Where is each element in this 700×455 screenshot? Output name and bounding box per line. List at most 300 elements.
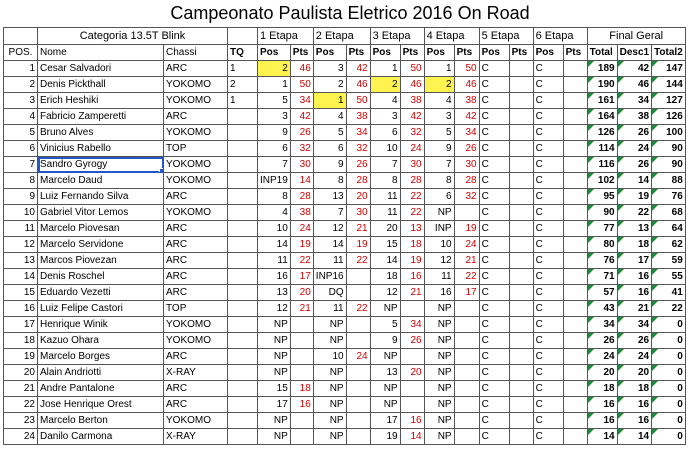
cell-pos[interactable]: 11	[4, 221, 38, 237]
cell-nome[interactable]: Bruno Alves	[38, 125, 164, 141]
cell-etapa1-pos[interactable]: 7	[258, 157, 291, 173]
cell-pos[interactable]: 17	[4, 317, 38, 333]
cell-total[interactable]: 14	[587, 429, 617, 445]
cell-nome[interactable]: Marcelo Berton	[38, 413, 164, 429]
cell-pos[interactable]: 22	[4, 397, 38, 413]
cell-etapa3-pts[interactable]: 30	[400, 157, 424, 173]
col-header-total[interactable]: Total	[587, 45, 617, 61]
cell-etapa5-pts[interactable]	[509, 397, 533, 413]
cell-tq[interactable]	[228, 285, 258, 301]
cell-nome[interactable]: Henrique Winik	[38, 317, 164, 333]
cell-etapa5-pos[interactable]: C	[479, 365, 509, 381]
cell-etapa2-pos[interactable]: NP	[313, 317, 346, 333]
cell-chassi[interactable]: ARC	[164, 189, 228, 205]
cell-etapa5-pts[interactable]	[509, 237, 533, 253]
cell-etapa6-pos[interactable]: C	[533, 253, 563, 269]
cell-etapa5-pts[interactable]	[509, 93, 533, 109]
cell-desc1[interactable]: 34	[617, 93, 651, 109]
cell-etapa1-pts[interactable]: 19	[290, 237, 313, 253]
cell-etapa3-pts[interactable]: 16	[400, 413, 424, 429]
cell-etapa1-pts[interactable]: 46	[290, 61, 313, 77]
cell-etapa6-pts[interactable]	[563, 141, 587, 157]
cell-etapa3-pos[interactable]: 5	[370, 317, 400, 333]
cell-chassi[interactable]: ARC	[164, 253, 228, 269]
cell-etapa6-pts[interactable]	[563, 157, 587, 173]
cell-etapa6-pos[interactable]: C	[533, 365, 563, 381]
cell-etapa3-pts[interactable]: 42	[400, 109, 424, 125]
cell-desc1[interactable]: 16	[617, 285, 651, 301]
cell-total[interactable]: 90	[587, 205, 617, 221]
cell-etapa4-pos[interactable]: NP	[424, 317, 454, 333]
cell-etapa3-pos[interactable]: 2	[370, 77, 400, 93]
cell-etapa5-pts[interactable]	[509, 157, 533, 173]
cell-etapa4-pts[interactable]	[454, 205, 479, 221]
header-etapa-3[interactable]: 3 Etapa	[370, 28, 424, 45]
cell-chassi[interactable]: YOKOMO	[164, 77, 228, 93]
cell-nome[interactable]: Fabricio Zamperetti	[38, 109, 164, 125]
cell-etapa1-pts[interactable]	[290, 317, 313, 333]
cell-etapa5-pos[interactable]: C	[479, 173, 509, 189]
cell-etapa4-pts[interactable]	[454, 349, 479, 365]
cell-etapa1-pts[interactable]: 26	[290, 125, 313, 141]
cell-etapa4-pos[interactable]: 2	[424, 77, 454, 93]
cell-etapa4-pts[interactable]	[454, 429, 479, 445]
cell-etapa3-pos[interactable]: 17	[370, 413, 400, 429]
col-header-e6-pts[interactable]: Pts	[563, 45, 587, 61]
cell-chassi[interactable]: ARC	[164, 285, 228, 301]
col-header-e1-pts[interactable]: Pts	[290, 45, 313, 61]
cell-etapa6-pts[interactable]	[563, 61, 587, 77]
cell-nome[interactable]: Vinicius Rabello	[38, 141, 164, 157]
cell-nome[interactable]: Luiz Felipe Castori	[38, 301, 164, 317]
cell-etapa6-pts[interactable]	[563, 173, 587, 189]
cell-pos[interactable]: 1	[4, 61, 38, 77]
cell-etapa1-pos[interactable]: NP	[258, 317, 291, 333]
cell-etapa2-pts[interactable]: 19	[346, 237, 370, 253]
cell-desc1[interactable]: 26	[617, 333, 651, 349]
cell-etapa2-pts[interactable]: 34	[346, 125, 370, 141]
cell-etapa2-pos[interactable]: 6	[313, 141, 346, 157]
cell-nome[interactable]: Alain Andriotti	[38, 365, 164, 381]
cell-pos[interactable]: 16	[4, 301, 38, 317]
cell-etapa2-pts[interactable]	[346, 285, 370, 301]
cell-total2[interactable]: 0	[652, 365, 686, 381]
cell-etapa1-pts[interactable]	[290, 429, 313, 445]
cell-etapa2-pos[interactable]: 4	[313, 109, 346, 125]
cell-etapa5-pos[interactable]: C	[479, 429, 509, 445]
cell-etapa5-pts[interactable]	[509, 189, 533, 205]
cell-desc1[interactable]: 26	[617, 125, 651, 141]
cell-etapa3-pts[interactable]: 32	[400, 125, 424, 141]
cell-total[interactable]: 95	[587, 189, 617, 205]
cell-etapa2-pts[interactable]	[346, 333, 370, 349]
cell-etapa4-pos[interactable]: 9	[424, 141, 454, 157]
col-header-e1-pos[interactable]: Pos	[258, 45, 291, 61]
cell-etapa2-pts[interactable]: 32	[346, 141, 370, 157]
cell-etapa4-pts[interactable]	[454, 301, 479, 317]
cell-etapa6-pts[interactable]	[563, 317, 587, 333]
cell-nome[interactable]: Jose Henrique Orest	[38, 397, 164, 413]
cell-total2[interactable]: 68	[652, 205, 686, 221]
cell-total2[interactable]: 90	[652, 141, 686, 157]
cell-etapa3-pos[interactable]: 9	[370, 333, 400, 349]
cell-etapa5-pts[interactable]	[509, 253, 533, 269]
cell-etapa1-pos[interactable]: 2	[258, 61, 291, 77]
cell-etapa4-pts[interactable]: 19	[454, 221, 479, 237]
cell-etapa4-pts[interactable]: 50	[454, 61, 479, 77]
header-etapa-2[interactable]: 2 Etapa	[313, 28, 370, 45]
cell-pos[interactable]: 18	[4, 333, 38, 349]
cell-etapa4-pos[interactable]: 10	[424, 237, 454, 253]
cell-etapa1-pts[interactable]: 14	[290, 173, 313, 189]
cell-etapa1-pos[interactable]: 11	[258, 253, 291, 269]
cell-etapa4-pts[interactable]: 21	[454, 253, 479, 269]
cell-nome[interactable]: Cesar Salvadori	[38, 61, 164, 77]
cell-etapa4-pts[interactable]: 26	[454, 141, 479, 157]
cell-etapa2-pts[interactable]	[346, 397, 370, 413]
col-header-e5-pos[interactable]: Pos	[479, 45, 509, 61]
cell-etapa2-pts[interactable]	[346, 365, 370, 381]
cell-nome[interactable]: Andre Pantalone	[38, 381, 164, 397]
cell-total2[interactable]: 64	[652, 221, 686, 237]
cell-total2[interactable]: 126	[652, 109, 686, 125]
header-category[interactable]: Categoria 13.5T Blink	[38, 28, 228, 45]
cell-tq[interactable]	[228, 301, 258, 317]
cell-etapa1-pts[interactable]: 17	[290, 269, 313, 285]
cell-etapa3-pos[interactable]: 8	[370, 173, 400, 189]
cell-etapa3-pts[interactable]: 14	[400, 429, 424, 445]
cell-chassi[interactable]: ARC	[164, 237, 228, 253]
cell-etapa4-pts[interactable]: 30	[454, 157, 479, 173]
cell-etapa4-pos[interactable]: 16	[424, 285, 454, 301]
cell-nome[interactable]: Gabriel Vitor Lemos	[38, 205, 164, 221]
cell-etapa6-pos[interactable]: C	[533, 173, 563, 189]
cell-etapa6-pos[interactable]: C	[533, 109, 563, 125]
cell-total[interactable]: 190	[587, 77, 617, 93]
cell-etapa6-pos[interactable]: C	[533, 237, 563, 253]
cell-etapa3-pts[interactable]: 21	[400, 285, 424, 301]
cell-etapa3-pts[interactable]	[400, 301, 424, 317]
cell-etapa6-pos[interactable]: C	[533, 141, 563, 157]
cell-nome[interactable]: Sandro Gyrogy	[38, 157, 164, 173]
cell-total[interactable]: 57	[587, 285, 617, 301]
cell-etapa2-pts[interactable]: 46	[346, 77, 370, 93]
header-blank[interactable]	[4, 28, 38, 45]
cell-chassi[interactable]: TOP	[164, 301, 228, 317]
cell-etapa5-pos[interactable]: C	[479, 301, 509, 317]
cell-tq[interactable]	[228, 413, 258, 429]
cell-etapa3-pts[interactable]: 50	[400, 61, 424, 77]
cell-etapa4-pos[interactable]: NP	[424, 365, 454, 381]
cell-etapa3-pos[interactable]: NP	[370, 301, 400, 317]
cell-etapa1-pts[interactable]: 16	[290, 397, 313, 413]
cell-etapa3-pts[interactable]: 16	[400, 269, 424, 285]
cell-etapa1-pts[interactable]: 20	[290, 285, 313, 301]
cell-tq[interactable]: 2	[228, 77, 258, 93]
cell-etapa5-pos[interactable]: C	[479, 221, 509, 237]
col-header-total2[interactable]: Total2	[652, 45, 686, 61]
cell-etapa1-pts[interactable]: 24	[290, 221, 313, 237]
cell-etapa4-pos[interactable]: NP	[424, 413, 454, 429]
cell-etapa3-pts[interactable]: 22	[400, 189, 424, 205]
cell-tq[interactable]: 1	[228, 93, 258, 109]
cell-etapa2-pts[interactable]: 26	[346, 157, 370, 173]
cell-etapa5-pos[interactable]: C	[479, 157, 509, 173]
cell-pos[interactable]: 7	[4, 157, 38, 173]
cell-etapa6-pts[interactable]	[563, 413, 587, 429]
cell-etapa4-pos[interactable]: 3	[424, 109, 454, 125]
cell-etapa3-pos[interactable]: 11	[370, 205, 400, 221]
cell-tq[interactable]	[228, 189, 258, 205]
cell-total[interactable]: 76	[587, 253, 617, 269]
cell-desc1[interactable]: 16	[617, 413, 651, 429]
cell-etapa2-pos[interactable]: NP	[313, 397, 346, 413]
cell-etapa4-pos[interactable]: 5	[424, 125, 454, 141]
cell-etapa6-pos[interactable]: C	[533, 317, 563, 333]
cell-pos[interactable]: 10	[4, 205, 38, 221]
cell-etapa1-pos[interactable]: NP	[258, 365, 291, 381]
cell-etapa3-pos[interactable]: NP	[370, 381, 400, 397]
cell-etapa4-pos[interactable]: NP	[424, 397, 454, 413]
cell-chassi[interactable]: YOKOMO	[164, 413, 228, 429]
cell-etapa5-pts[interactable]	[509, 349, 533, 365]
cell-etapa6-pts[interactable]	[563, 349, 587, 365]
cell-etapa3-pts[interactable]: 26	[400, 333, 424, 349]
cell-etapa2-pos[interactable]: 11	[313, 253, 346, 269]
cell-etapa5-pos[interactable]: C	[479, 125, 509, 141]
cell-etapa4-pos[interactable]: 11	[424, 269, 454, 285]
cell-chassi[interactable]: X-RAY	[164, 365, 228, 381]
cell-etapa5-pos[interactable]: C	[479, 205, 509, 221]
cell-total2[interactable]: 0	[652, 349, 686, 365]
cell-etapa5-pos[interactable]: C	[479, 77, 509, 93]
cell-etapa1-pos[interactable]: 1	[258, 77, 291, 93]
cell-etapa6-pos[interactable]: C	[533, 77, 563, 93]
cell-etapa1-pos[interactable]: INP19	[258, 173, 291, 189]
cell-etapa4-pos[interactable]: 4	[424, 93, 454, 109]
cell-etapa2-pos[interactable]: NP	[313, 365, 346, 381]
col-header-pos[interactable]: POS.	[4, 45, 38, 61]
header-etapa-4[interactable]: 4 Etapa	[424, 28, 479, 45]
cell-total[interactable]: 18	[587, 381, 617, 397]
cell-tq[interactable]: 1	[228, 61, 258, 77]
cell-etapa3-pos[interactable]: 19	[370, 429, 400, 445]
cell-etapa6-pos[interactable]: C	[533, 349, 563, 365]
col-header-e2-pos[interactable]: Pos	[313, 45, 346, 61]
cell-etapa3-pts[interactable]: 24	[400, 141, 424, 157]
cell-etapa2-pts[interactable]: 21	[346, 221, 370, 237]
cell-etapa3-pos[interactable]: 10	[370, 141, 400, 157]
cell-pos[interactable]: 9	[4, 189, 38, 205]
cell-chassi[interactable]: TOP	[164, 141, 228, 157]
cell-etapa1-pos[interactable]: 9	[258, 125, 291, 141]
col-header-e6-pos[interactable]: Pos	[533, 45, 563, 61]
cell-tq[interactable]	[228, 365, 258, 381]
cell-etapa6-pos[interactable]: C	[533, 429, 563, 445]
cell-etapa6-pts[interactable]	[563, 269, 587, 285]
col-header-chassi[interactable]: Chassi	[164, 45, 228, 61]
col-header-e4-pos[interactable]: Pos	[424, 45, 454, 61]
cell-total2[interactable]: 0	[652, 429, 686, 445]
cell-chassi[interactable]: ARC	[164, 349, 228, 365]
cell-nome[interactable]: Erich Heshiki	[38, 93, 164, 109]
cell-pos[interactable]: 8	[4, 173, 38, 189]
cell-total[interactable]: 43	[587, 301, 617, 317]
cell-desc1[interactable]: 21	[617, 301, 651, 317]
cell-total[interactable]: 102	[587, 173, 617, 189]
cell-etapa6-pts[interactable]	[563, 301, 587, 317]
cell-total[interactable]: 26	[587, 333, 617, 349]
cell-total2[interactable]: 22	[652, 301, 686, 317]
col-header-nome[interactable]: Nome	[38, 45, 164, 61]
cell-etapa5-pos[interactable]: C	[479, 141, 509, 157]
cell-etapa5-pts[interactable]	[509, 125, 533, 141]
cell-etapa2-pos[interactable]: 3	[313, 61, 346, 77]
cell-chassi[interactable]: YOKOMO	[164, 173, 228, 189]
cell-tq[interactable]	[228, 237, 258, 253]
cell-etapa5-pos[interactable]: C	[479, 253, 509, 269]
cell-desc1[interactable]: 22	[617, 205, 651, 221]
cell-total[interactable]: 164	[587, 109, 617, 125]
cell-etapa3-pos[interactable]: 4	[370, 93, 400, 109]
cell-total[interactable]: 24	[587, 349, 617, 365]
cell-etapa1-pts[interactable]: 42	[290, 109, 313, 125]
cell-etapa2-pts[interactable]: 30	[346, 205, 370, 221]
cell-etapa1-pos[interactable]: 8	[258, 189, 291, 205]
cell-tq[interactable]	[228, 317, 258, 333]
cell-etapa5-pts[interactable]	[509, 173, 533, 189]
cell-etapa6-pos[interactable]: C	[533, 269, 563, 285]
header-etapa-5[interactable]: 5 Etapa	[479, 28, 533, 45]
cell-etapa1-pts[interactable]	[290, 349, 313, 365]
cell-etapa5-pos[interactable]: C	[479, 333, 509, 349]
cell-chassi[interactable]: X-RAY	[164, 429, 228, 445]
cell-etapa6-pts[interactable]	[563, 189, 587, 205]
cell-chassi[interactable]: YOKOMO	[164, 205, 228, 221]
cell-etapa5-pos[interactable]: C	[479, 269, 509, 285]
cell-etapa4-pts[interactable]: 28	[454, 173, 479, 189]
cell-desc1[interactable]: 18	[617, 381, 651, 397]
cell-etapa6-pts[interactable]	[563, 221, 587, 237]
cell-etapa1-pts[interactable]	[290, 333, 313, 349]
cell-desc1[interactable]: 13	[617, 221, 651, 237]
header-etapa-6[interactable]: 6 Etapa	[533, 28, 587, 45]
cell-total2[interactable]: 0	[652, 333, 686, 349]
cell-pos[interactable]: 23	[4, 413, 38, 429]
cell-tq[interactable]	[228, 157, 258, 173]
cell-desc1[interactable]: 14	[617, 429, 651, 445]
cell-etapa4-pos[interactable]: 8	[424, 173, 454, 189]
cell-etapa3-pts[interactable]: 34	[400, 317, 424, 333]
cell-etapa3-pos[interactable]: NP	[370, 349, 400, 365]
cell-total[interactable]: 189	[587, 61, 617, 77]
cell-etapa4-pts[interactable]: 17	[454, 285, 479, 301]
cell-etapa4-pos[interactable]: 12	[424, 253, 454, 269]
cell-pos[interactable]: 4	[4, 109, 38, 125]
cell-etapa2-pts[interactable]: 24	[346, 349, 370, 365]
cell-pos[interactable]: 13	[4, 253, 38, 269]
cell-total2[interactable]: 0	[652, 413, 686, 429]
cell-pos[interactable]: 20	[4, 365, 38, 381]
cell-etapa5-pos[interactable]: C	[479, 381, 509, 397]
cell-etapa5-pts[interactable]	[509, 221, 533, 237]
cell-etapa4-pts[interactable]	[454, 413, 479, 429]
cell-total[interactable]: 34	[587, 317, 617, 333]
cell-total[interactable]: 77	[587, 221, 617, 237]
cell-etapa6-pts[interactable]	[563, 125, 587, 141]
cell-etapa1-pts[interactable]: 21	[290, 301, 313, 317]
cell-etapa6-pts[interactable]	[563, 397, 587, 413]
cell-etapa4-pts[interactable]: 32	[454, 189, 479, 205]
cell-etapa6-pts[interactable]	[563, 109, 587, 125]
cell-etapa6-pos[interactable]: C	[533, 189, 563, 205]
cell-total2[interactable]: 59	[652, 253, 686, 269]
cell-pos[interactable]: 12	[4, 237, 38, 253]
cell-tq[interactable]	[228, 349, 258, 365]
cell-total2[interactable]: 0	[652, 381, 686, 397]
cell-etapa4-pts[interactable]: 38	[454, 93, 479, 109]
cell-desc1[interactable]: 14	[617, 173, 651, 189]
cell-total[interactable]: 116	[587, 157, 617, 173]
cell-etapa6-pts[interactable]	[563, 205, 587, 221]
cell-desc1[interactable]: 16	[617, 269, 651, 285]
cell-total2[interactable]: 100	[652, 125, 686, 141]
cell-etapa6-pts[interactable]	[563, 237, 587, 253]
cell-etapa5-pts[interactable]	[509, 301, 533, 317]
cell-etapa2-pts[interactable]	[346, 381, 370, 397]
cell-etapa2-pos[interactable]: NP	[313, 381, 346, 397]
cell-chassi[interactable]: ARC	[164, 269, 228, 285]
cell-etapa2-pts[interactable]: 38	[346, 109, 370, 125]
cell-desc1[interactable]: 19	[617, 189, 651, 205]
cell-etapa6-pts[interactable]	[563, 365, 587, 381]
cell-total2[interactable]: 62	[652, 237, 686, 253]
cell-etapa3-pts[interactable]: 28	[400, 173, 424, 189]
cell-etapa5-pts[interactable]	[509, 61, 533, 77]
cell-etapa1-pos[interactable]: 15	[258, 381, 291, 397]
cell-chassi[interactable]: ARC	[164, 397, 228, 413]
cell-etapa2-pts[interactable]: 22	[346, 301, 370, 317]
cell-nome[interactable]: Marcos Piovezan	[38, 253, 164, 269]
cell-desc1[interactable]: 20	[617, 365, 651, 381]
cell-chassi[interactable]: YOKOMO	[164, 157, 228, 173]
cell-etapa5-pts[interactable]	[509, 109, 533, 125]
cell-chassi[interactable]: ARC	[164, 221, 228, 237]
cell-etapa6-pts[interactable]	[563, 381, 587, 397]
cell-etapa3-pos[interactable]: 7	[370, 157, 400, 173]
cell-etapa5-pos[interactable]: C	[479, 109, 509, 125]
cell-etapa1-pts[interactable]: 32	[290, 141, 313, 157]
cell-etapa6-pos[interactable]: C	[533, 205, 563, 221]
cell-etapa2-pts[interactable]: 22	[346, 253, 370, 269]
cell-etapa4-pts[interactable]: 34	[454, 125, 479, 141]
cell-etapa5-pts[interactable]	[509, 317, 533, 333]
cell-etapa2-pos[interactable]: 11	[313, 301, 346, 317]
cell-etapa3-pts[interactable]: 22	[400, 205, 424, 221]
cell-desc1[interactable]: 34	[617, 317, 651, 333]
cell-etapa1-pts[interactable]: 22	[290, 253, 313, 269]
col-header-e5-pts[interactable]: Pts	[509, 45, 533, 61]
cell-etapa3-pts[interactable]: 13	[400, 221, 424, 237]
cell-etapa4-pts[interactable]	[454, 317, 479, 333]
cell-etapa3-pos[interactable]: 13	[370, 365, 400, 381]
cell-etapa2-pts[interactable]: 42	[346, 61, 370, 77]
cell-etapa2-pts[interactable]: 28	[346, 173, 370, 189]
cell-etapa5-pts[interactable]	[509, 333, 533, 349]
cell-etapa5-pts[interactable]	[509, 77, 533, 93]
cell-total[interactable]: 20	[587, 365, 617, 381]
cell-etapa6-pts[interactable]	[563, 253, 587, 269]
